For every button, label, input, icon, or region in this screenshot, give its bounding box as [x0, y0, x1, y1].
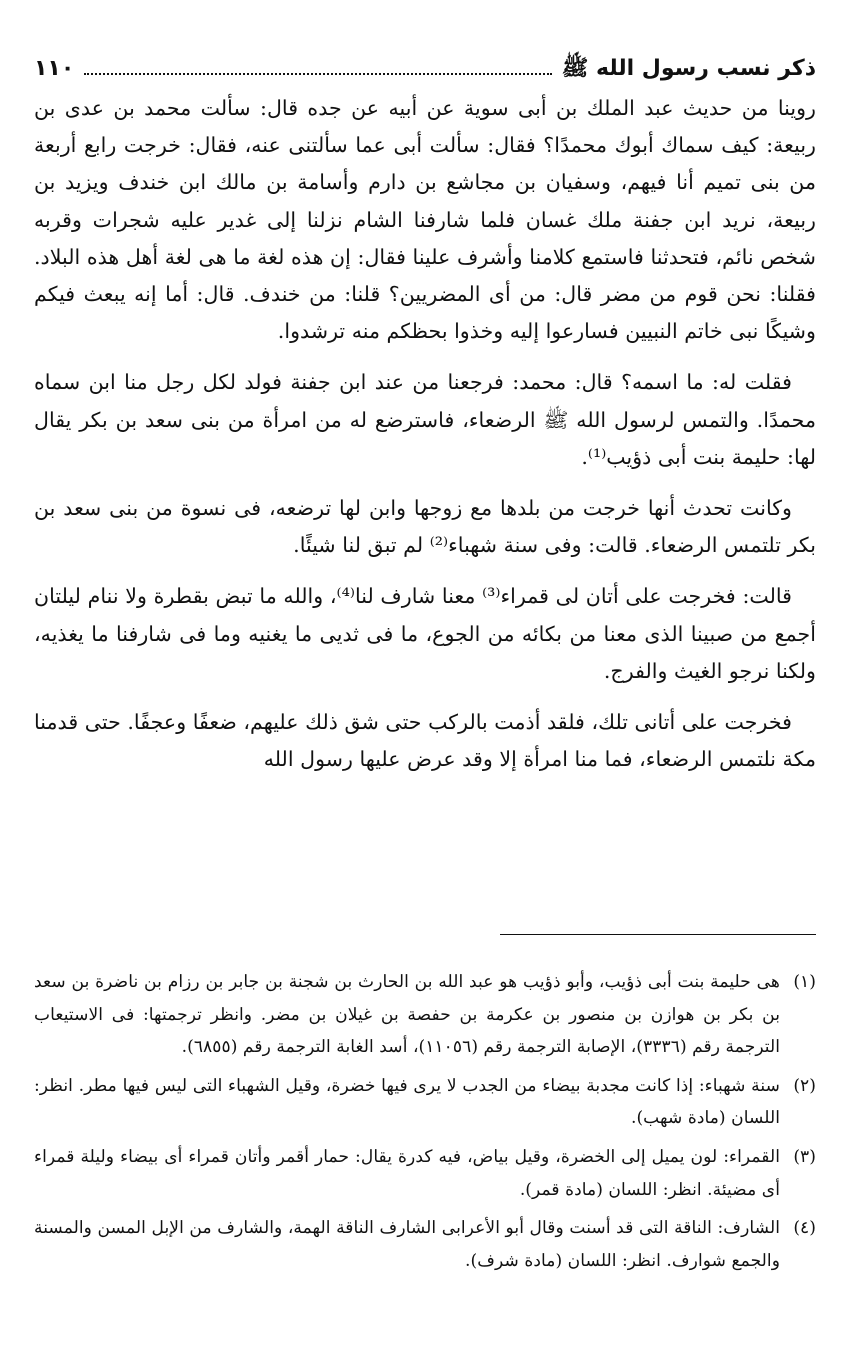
- footnote-number: (٣): [793, 1146, 816, 1167]
- footnote-number: (٢): [793, 1075, 816, 1096]
- main-text: [34, 90, 816, 778]
- paragraph: فقلت له: ما اسمه؟ قال: محمد: فرجعنا من عند ابن جفنة فولد لكل رجل منا ابن سماه محمدًا. والتمس لرسول الله ﷺ الرضعاء، فاسترضع له من امرأة من بنى سعد بن بكر يقال لها: حليمة بنت أبى ذؤيب⁽¹⁾.: [34, 370, 816, 469]
- footnotes: [34, 966, 816, 1283]
- paragraph: فخرجت على أتانى تلك، فلقد أذمت بالركب حتى شق ذلك عليهم، ضعفًا وعجفًا. حتى قدمنا مكة نلتمس الرضعاء، فما منا امرأة إلا وقد عرض عليها رسول الله: [34, 710, 816, 772]
- footnote: [34, 1070, 816, 1135]
- footnote: [34, 1212, 816, 1277]
- footnote-text: هى حليمة بنت أبى ذؤيب، وأبو ذؤيب هو عبد الله بن الحارث بن شجنة بن جابر بن رزام بن ناضرة بن سعد بن بكر بن هوازن بن منصور بن عكرمة بن حفصة بن غيلان بن مضر. وانظر ترجمتها: فى الاستيعاب الترجمة رقم (٣٣٣٦)، الإصابة الترجمة رقم (١١٠٥٦)، أسد الغابة الترجمة رقم (٦٨٥٥).: [34, 972, 780, 1058]
- chapter-title: ذكر نسب رسول الله ﷺ: [561, 56, 816, 81]
- running-header: [34, 52, 816, 86]
- header-dot-leader: [84, 72, 551, 75]
- page-number: ١١٠: [34, 56, 75, 81]
- footnote-number: (٤): [793, 1218, 816, 1239]
- paragraph: روينا من حديث عبد الملك بن أبى سوية عن أبيه عن جده قال: سألت محمد بن عدى بن ربيعة: كيف سماك أبوك محمدًا؟ فقال: سألت أبى عما سألتنى عنه، فقال: خرجت رابع أربعة من بنى تميم أنا فيهم، وسفيان بن مجاشع بن دارم وأسامة بن مالك ابن خندف ويزيد بن ربيعة، نريد ابن جفنة ملك غسان فلما شارفنا الشام نزلنا إلى غدير عليه شجرات وقربه شخص نائم، فتحدثنا فاستمع كلامنا وأشرف علينا فقال: إن هذه لغة ما هى لغة أهل هذه البلاد. فقلنا: نحن قوم من مضر قال: من أى المضريين؟ قلنا: من خندف. قال: أما إنه يبعث فيكم وشيكًا نبى خاتم النبيين فسارعوا إليه وخذوا بحظكم منه ترشدوا.: [34, 96, 816, 344]
- paragraph: وكانت تحدث أنها خرجت من بلدها مع زوجها وابن لها ترضعه، فى نسوة من بنى سعد بن بكر تلتمس الرضعاء. قالت: وفى سنة شهباء⁽²⁾ لم تبق لنا شيئًا.: [34, 496, 816, 558]
- book-page: [34, 52, 816, 1342]
- footnote-number: (١): [793, 972, 816, 992]
- footnote-text: سنة شهباء: إذا كانت مجدبة بيضاء من الجدب لا يرى فيها خضرة، وقيل الشهباء التى ليس فيها مطر. انظر: اللسان (مادة شهب).: [34, 1075, 780, 1129]
- footnote-text: الشارف: الناقة التى قد أسنت وقال أبو الأعرابى الشارف الناقة الهمة، والشارف من الإبل المسن والمسنة والجمع شوارف. انظر: اللسان (مادة شرف).: [34, 1218, 780, 1271]
- footnote: [34, 966, 816, 1064]
- footnote: [34, 1141, 816, 1206]
- footnote-text: القمراء: لون يميل إلى الخضرة، وقيل بياض، فيه كدرة يقال: حمار أقمر وأتان قمراء أى بيضاء وليلة قمراء أى مضيئة. انظر: اللسان (مادة قمر).: [34, 1146, 780, 1200]
- footnote-divider: [500, 934, 816, 935]
- paragraph: قالت: فخرجت على أتان لى قمراء⁽³⁾ معنا شارف لنا⁽⁴⁾، والله ما تبض بقطرة ولا ننام ليلتان أجمع من صبينا الذى معنا من بكائه من الجوع، ما فى ثديى ما يغنيه وما فى شارفنا ما يغذيه، ولكنا نرجو الغيث والفرج.: [34, 584, 816, 683]
